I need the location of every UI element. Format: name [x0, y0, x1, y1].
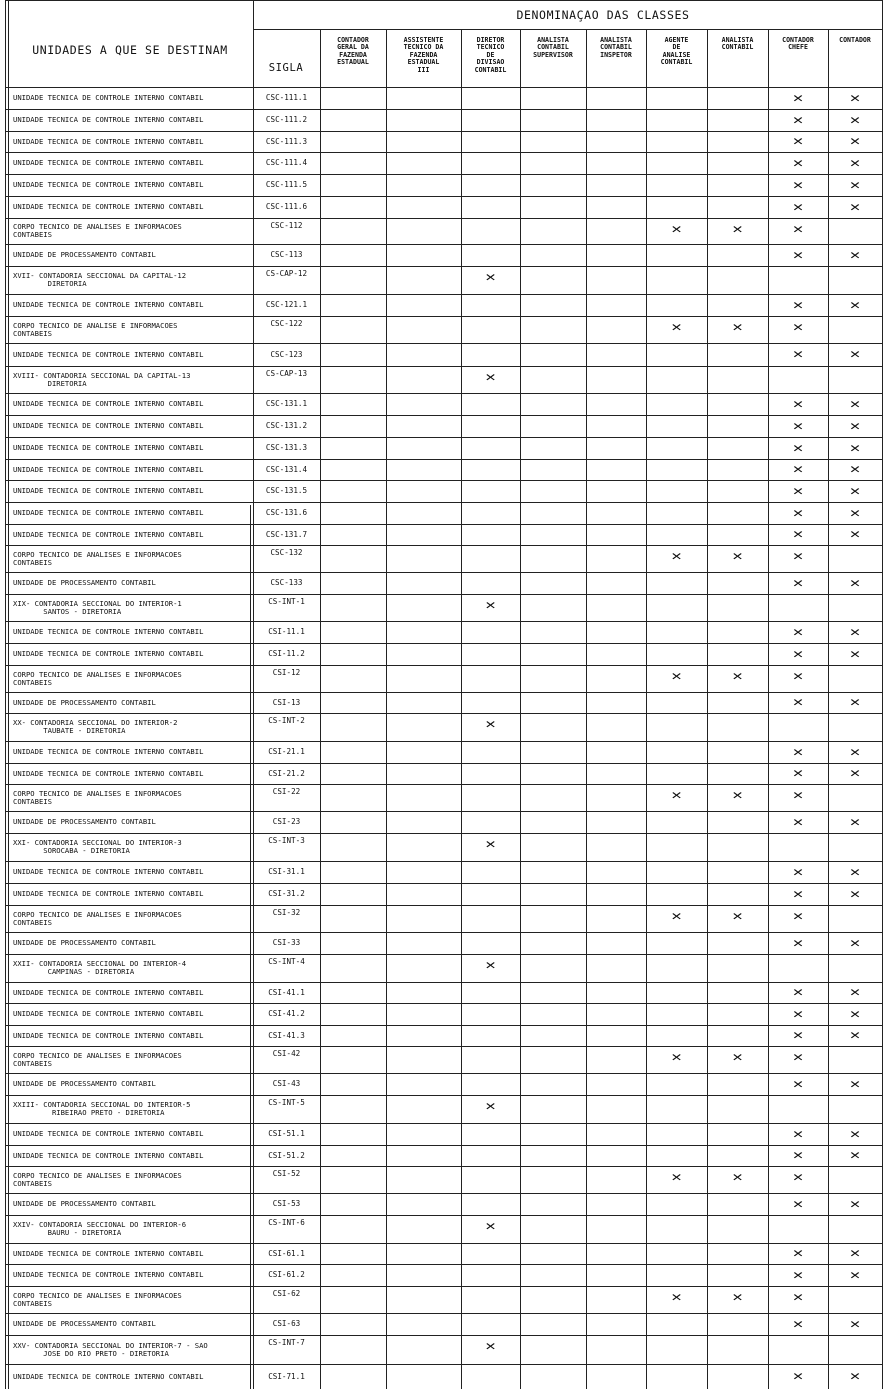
allocation-mark: ✕	[732, 788, 743, 803]
allocation-mark: ✕	[792, 1196, 804, 1212]
allocation-mark: ✕	[849, 624, 861, 640]
unit-name: UNIDADE TECNICA DE CONTROLE INTERNO CONTABIL	[13, 508, 204, 517]
row-line	[5, 1073, 882, 1074]
allocation-mark: ✕	[849, 1316, 861, 1332]
unit-name: CORPO TECNICO DE ANALISE E INFORMACOES CONTABEIS	[13, 320, 178, 338]
allocation-mark: ✕	[792, 935, 804, 951]
allocation-mark: ✕	[849, 483, 861, 499]
class-header: CONTADOR GERAL DA FAZENDA ESTADUAL	[337, 36, 369, 67]
allocation-mark: ✕	[849, 1196, 861, 1212]
sigla-code: CSI-53	[272, 1199, 301, 1208]
unit-name: UNIDADE DE PROCESSAMENTO CONTABIL	[13, 1319, 156, 1328]
units-header: UNIDADES A QUE SE DESTINAM	[32, 43, 228, 57]
allocation-mark: ✕	[792, 1369, 804, 1384]
allocation-mark: ✕	[792, 909, 804, 924]
allocation-mark: ✕	[485, 717, 496, 732]
sigla-code: CSC-111.5	[265, 180, 308, 189]
allocation-mark: ✕	[792, 222, 804, 237]
row-line	[5, 1095, 882, 1096]
allocation-mark: ✕	[849, 1076, 861, 1092]
unit-name: CORPO TECNICO DE ANALISES E INFORMACOES CONTABEIS	[13, 1170, 182, 1188]
allocation-mark: ✕	[485, 1219, 496, 1234]
col-line	[520, 29, 521, 1389]
allocation-mark: ✕	[792, 864, 804, 880]
row-line	[5, 1046, 882, 1047]
row-line	[5, 594, 882, 595]
row-line	[5, 1286, 882, 1287]
allocation-mark: ✕	[792, 527, 804, 542]
allocation-mark: ✕	[792, 396, 804, 412]
class-header: ASSISTENTE TECNICO DA FAZENDA ESTADUAL III	[403, 36, 444, 74]
allocation-mark: ✕	[671, 222, 682, 237]
unit-name: UNIDADE DE PROCESSAMENTO CONTABIL	[13, 817, 156, 826]
unit-name: UNIDADE DE PROCESSAMENTO CONTABIL	[13, 1199, 156, 1208]
sigla-code: CSI-33	[272, 938, 301, 947]
allocation-mark: ✕	[792, 155, 804, 171]
allocation-mark: ✕	[849, 396, 861, 412]
header-sub-line	[253, 29, 882, 30]
row-line	[5, 741, 882, 742]
row-line	[5, 480, 882, 481]
allocation-mark: ✕	[849, 935, 861, 951]
unit-name: XX- CONTADORIA SECCIONAL DO INTERIOR-2 TAUBATE - DIRETORIA	[13, 718, 178, 736]
row-line	[5, 1215, 882, 1216]
sigla-code: CSC-111.1	[265, 93, 308, 102]
unit-name: UNIDADE TECNICA DE CONTROLE INTERNO CONTABIL	[13, 115, 204, 124]
allocation-mark: ✕	[732, 1290, 743, 1305]
class-header: DIRETOR TECNICO DE DIVISAO CONTABIL	[474, 36, 507, 74]
sigla-code: CSC-131.3	[265, 443, 308, 452]
allocation-mark: ✕	[849, 1126, 861, 1142]
allocation-mark: ✕	[792, 1148, 804, 1163]
unit-name: UNIDADE TECNICA DE CONTROLE INTERNO CONTABIL	[13, 202, 204, 211]
row-line	[5, 244, 882, 245]
sigla-code: CSC-122	[270, 319, 303, 328]
sigla-code: CSC-131.4	[265, 464, 308, 474]
row-line	[5, 1243, 882, 1244]
unit-name: UNIDADE TECNICA DE CONTROLE INTERNO CONTABIL	[13, 93, 204, 102]
row-line	[5, 982, 882, 983]
unit-name: UNIDADE TECNICA DE CONTROLE INTERNO CONTABIL	[13, 1129, 204, 1138]
allocation-mark: ✕	[849, 1369, 861, 1384]
allocation-mark: ✕	[792, 814, 804, 830]
row-line	[5, 393, 882, 394]
allocation-mark: ✕	[485, 958, 496, 973]
sigla-code: CSI-71.1	[268, 1371, 305, 1381]
allocation-mark: ✕	[732, 549, 743, 564]
unit-name: CORPO TECNICO DE ANALISES E INFORMACOES CONTABEIS	[13, 788, 182, 806]
allocation-mark: ✕	[849, 134, 861, 149]
allocation-mark: ✕	[849, 985, 861, 1000]
sigla-code: CSC-131.6	[265, 508, 308, 517]
allocation-mark: ✕	[849, 575, 861, 591]
allocation-mark: ✕	[849, 1148, 861, 1163]
row-line	[5, 833, 882, 834]
unit-name: UNIDADE DE PROCESSAMENTO CONTABIL	[13, 250, 156, 259]
allocation-mark: ✕	[732, 222, 743, 237]
unit-name: UNIDADE TECNICA DE CONTROLE INTERNO CONTABIL	[13, 1371, 204, 1381]
unit-name: UNIDADE TECNICA DE CONTROLE INTERNO CONTABIL	[13, 158, 204, 167]
unit-name: XXII- CONTADORIA SECCIONAL DO INTERIOR-4 CAMPINAS - DIRETORIA	[13, 959, 187, 977]
row-line	[5, 692, 882, 693]
row-line	[5, 316, 882, 317]
sigla-code: CSI-31.1	[268, 867, 305, 876]
allocation-mark: ✕	[849, 744, 861, 760]
row-line	[5, 883, 882, 884]
allocation-mark: ✕	[485, 270, 496, 285]
row-line	[5, 784, 882, 785]
row-line	[5, 572, 882, 573]
allocation-mark: ✕	[849, 90, 861, 106]
allocation-mark: ✕	[792, 766, 804, 781]
sigla-code: CSC-111.6	[265, 202, 308, 211]
allocation-mark: ✕	[849, 1246, 861, 1261]
sigla-code: CS-INT-7	[268, 1338, 305, 1347]
row-line	[5, 502, 882, 503]
allocation-mark: ✕	[792, 347, 804, 362]
allocation-mark: ✕	[849, 766, 861, 781]
allocation-mark: ✕	[792, 134, 804, 149]
unit-name: UNIDADE TECNICA DE CONTROLE INTERNO CONTABIL	[13, 867, 204, 876]
sigla-code: CSC-111.4	[265, 158, 308, 167]
border-top	[5, 0, 882, 1]
allocation-mark: ✕	[485, 1099, 496, 1114]
unit-name: UNIDADE TECNICA DE CONTROLE INTERNO CONTABIL	[13, 529, 204, 539]
sigla-code: CSI-21.1	[268, 747, 305, 756]
allocation-mark: ✕	[732, 1170, 743, 1185]
row-line	[5, 713, 882, 714]
allocation-mark: ✕	[792, 1267, 804, 1283]
row-line	[5, 294, 882, 295]
sigla-code: CSI-21.2	[268, 768, 305, 778]
sigla-code: CS-INT-1	[268, 597, 305, 606]
allocation-mark: ✕	[792, 1028, 804, 1043]
allocation-mark: ✕	[792, 1006, 804, 1022]
unit-name: XXI- CONTADORIA SECCIONAL DO INTERIOR-3 SOROCABA - DIRETORIA	[13, 838, 182, 856]
unit-name: UNIDADE TECNICA DE CONTROLE INTERNO CONTABIL	[13, 1270, 204, 1279]
row-line	[5, 905, 882, 906]
allocation-mark: ✕	[849, 646, 861, 662]
row-line	[5, 266, 882, 267]
allocation-mark: ✕	[732, 909, 743, 924]
sigla-code: CSI-61.2	[268, 1270, 305, 1279]
sigla-code: CSC-131.5	[265, 486, 308, 495]
allocation-mark: ✕	[671, 669, 682, 684]
allocation-mark: ✕	[732, 1050, 743, 1065]
unit-name: CORPO TECNICO DE ANALISES E INFORMACOES CONTABEIS	[13, 1050, 182, 1068]
allocation-mark: ✕	[485, 837, 496, 852]
unit-name: UNIDADE DE PROCESSAMENTO CONTABIL	[13, 578, 156, 587]
sigla-code: CSI-62	[272, 1289, 301, 1298]
sigla-code: CSI-31.2	[268, 889, 305, 898]
sigla-code: CSC-111.3	[265, 136, 308, 146]
sigla-code: CSI-12	[272, 668, 301, 677]
class-header: CONTADOR	[839, 36, 871, 44]
unit-name: UNIDADE TECNICA DE CONTROLE INTERNO CONTABIL	[13, 1009, 204, 1018]
unit-name: UNIDADE TECNICA DE CONTROLE INTERNO CONTABIL	[13, 180, 204, 189]
row-line	[5, 811, 882, 812]
sigla-code: CSI-51.2	[268, 1150, 305, 1160]
header-bottom-line	[5, 87, 882, 88]
sigla-code: CSI-11.1	[268, 627, 305, 636]
row-line	[5, 1364, 882, 1365]
allocation-mark: ✕	[849, 347, 861, 362]
unit-name: UNIDADE TECNICA DE CONTROLE INTERNO CONTABIL	[13, 464, 204, 474]
unit-name: XXIII- CONTADORIA SECCIONAL DO INTERIOR-5 RIBEIRAO PRETO - DIRETORIA	[13, 1100, 191, 1118]
allocation-mark: ✕	[849, 247, 861, 263]
row-line	[5, 545, 882, 546]
allocation-mark: ✕	[849, 695, 861, 710]
allocation-mark: ✕	[792, 320, 804, 335]
row-line	[5, 1335, 882, 1336]
allocation-mark: ✕	[792, 886, 804, 902]
sigla-code: CSI-52	[272, 1169, 301, 1178]
allocation-mark: ✕	[485, 370, 496, 385]
allocation-mark: ✕	[792, 112, 804, 128]
sigla-code: CSC-121.1	[265, 300, 308, 309]
unit-name: UNIDADE TECNICA DE CONTROLE INTERNO CONTABIL	[13, 421, 204, 430]
unit-name: UNIDADE TECNICA DE CONTROLE INTERNO CONTABIL	[13, 1030, 204, 1040]
sigla-code: CSI-41.3	[268, 1030, 305, 1040]
allocation-mark: ✕	[671, 549, 682, 564]
sigla-code: CSC-131.1	[265, 399, 308, 408]
class-header: ANALISTA CONTABIL	[721, 36, 754, 52]
row-line	[5, 109, 882, 110]
allocation-mark: ✕	[732, 669, 743, 684]
unit-name: UNIDADE TECNICA DE CONTROLE INTERNO CONTABIL	[13, 486, 204, 495]
allocation-mark: ✕	[732, 320, 743, 335]
unit-name: UNIDADE TECNICA DE CONTROLE INTERNO CONTABIL	[13, 627, 204, 636]
sigla-code: CS-CAP-13	[265, 369, 308, 378]
sigla-code: CSC-131.7	[265, 529, 308, 539]
allocation-mark: ✕	[792, 462, 804, 477]
sigla-code: CSI-61.1	[268, 1248, 305, 1258]
row-line	[5, 152, 882, 153]
allocation-mark: ✕	[849, 864, 861, 880]
sigla-code: CS-CAP-12	[265, 269, 308, 278]
allocation-mark: ✕	[792, 788, 804, 803]
allocation-mark: ✕	[849, 1028, 861, 1043]
row-line	[5, 1166, 882, 1167]
row-line	[5, 763, 882, 764]
row-line	[5, 1003, 882, 1004]
sigla-code: CSI-41.1	[268, 987, 305, 997]
allocation-mark: ✕	[792, 646, 804, 662]
sigla-code: CSI-63	[272, 1319, 301, 1328]
sigla-code: CSI-51.1	[268, 1129, 305, 1138]
class-header: CONTADOR CHEFE	[782, 36, 814, 52]
allocation-mark: ✕	[849, 297, 861, 313]
sigla-code: CSC-123	[270, 349, 303, 359]
allocation-mark: ✕	[792, 624, 804, 640]
unit-name: UNIDADE TECNICA DE CONTROLE INTERNO CONTABIL	[13, 136, 204, 146]
sigla-code: CSI-43	[272, 1079, 301, 1088]
allocation-mark: ✕	[792, 744, 804, 760]
allocation-mark: ✕	[671, 1050, 682, 1065]
unit-name: UNIDADE TECNICA DE CONTROLE INTERNO CONTABIL	[13, 349, 204, 359]
row-line	[5, 524, 882, 525]
allocation-mark: ✕	[849, 199, 861, 215]
col-line	[461, 29, 462, 1389]
row-line	[5, 665, 882, 666]
allocation-mark: ✕	[792, 1126, 804, 1142]
col-line	[586, 29, 587, 1389]
sigla-code: CSC-113	[270, 250, 303, 259]
sigla-code: CS-INT-4	[268, 957, 305, 966]
allocation-mark: ✕	[671, 1170, 682, 1185]
allocation-mark: ✕	[849, 155, 861, 171]
row-line	[5, 861, 882, 862]
sigla-code: CSC-131.2	[265, 421, 308, 430]
allocation-mark: ✕	[792, 695, 804, 710]
sigla-code: CS-INT-2	[268, 716, 305, 725]
sigla-code: CS-INT-6	[268, 1218, 305, 1227]
unit-name: UNIDADE DE PROCESSAMENTO CONTABIL	[13, 697, 156, 707]
unit-name: XXV- CONTADORIA SECCIONAL DO INTERIOR-7 - SAO JOSE DO RIO PRETO - DIRETORIA	[13, 1340, 208, 1358]
row-line	[5, 1264, 882, 1265]
row-line	[5, 1193, 882, 1194]
sigla-code: CSI-22	[272, 787, 301, 796]
allocation-mark: ✕	[792, 1246, 804, 1261]
row-line	[5, 1123, 882, 1124]
unit-name: UNIDADE TECNICA DE CONTROLE INTERNO CONTABIL	[13, 399, 204, 408]
unit-name: UNIDADE DE PROCESSAMENTO CONTABIL	[13, 1079, 156, 1088]
allocation-mark: ✕	[485, 1339, 496, 1354]
row-line	[5, 954, 882, 955]
sigla-code: CSI-42	[272, 1049, 301, 1058]
sigla-code: CSI-32	[272, 908, 301, 917]
allocation-mark: ✕	[792, 1290, 804, 1305]
row-line	[5, 621, 882, 622]
allocation-mark: ✕	[792, 1050, 804, 1065]
unit-name: UNIDADE TECNICA DE CONTROLE INTERNO CONTABIL	[13, 1248, 204, 1258]
unit-name: CORPO TECNICO DE ANALISES E INFORMACOES CONTABEIS	[13, 222, 182, 240]
class-header: ANALISTA CONTABIL SUPERVISOR	[533, 36, 573, 59]
allocation-mark: ✕	[792, 247, 804, 263]
allocation-mark: ✕	[792, 440, 804, 456]
unit-name: XVIII- CONTADORIA SECCIONAL DA CAPITAL-13 DIRETORIA	[13, 370, 191, 388]
row-line	[5, 643, 882, 644]
allocation-mark: ✕	[849, 112, 861, 128]
row-line	[5, 1025, 882, 1026]
allocation-mark: ✕	[792, 1170, 804, 1185]
unit-name: UNIDADE TECNICA DE CONTROLE INTERNO CONTABIL	[13, 300, 204, 309]
unit-name: UNIDADE DE PROCESSAMENTO CONTABIL	[13, 938, 156, 947]
unit-name: UNIDADE TECNICA DE CONTROLE INTERNO CONTABIL	[13, 889, 204, 898]
allocation-mark: ✕	[671, 788, 682, 803]
allocation-mark: ✕	[792, 483, 804, 499]
unit-name: UNIDADE TECNICA DE CONTROLE INTERNO CONTABIL	[13, 747, 204, 756]
allocation-mark: ✕	[792, 90, 804, 106]
classes-header: DENOMINAÇAO DAS CLASSES	[516, 8, 690, 22]
unit-name: XXIV- CONTADORIA SECCIONAL DO INTERIOR-6 BAURU - DIRETORIA	[13, 1220, 187, 1238]
class-header: ANALISTA CONTABIL INSPETOR	[600, 36, 632, 59]
allocation-mark: ✕	[792, 1316, 804, 1332]
allocation-mark: ✕	[849, 814, 861, 830]
unit-name: UNIDADE TECNICA DE CONTROLE INTERNO CONTABIL	[13, 768, 204, 778]
unit-name: CORPO TECNICO DE ANALISES E INFORMACOES CONTABEIS	[13, 669, 182, 687]
row-line	[5, 415, 882, 416]
row-line	[5, 1145, 882, 1146]
allocation-mark: ✕	[849, 1006, 861, 1022]
unit-name: CORPO TECNICO DE ANALISES E INFORMACOES CONTABEIS	[13, 549, 182, 567]
allocation-mark: ✕	[792, 505, 804, 521]
unit-name: UNIDADE TECNICA DE CONTROLE INTERNO CONTABIL	[13, 649, 204, 658]
sigla-code: CS-INT-5	[268, 1098, 305, 1107]
allocation-mark: ✕	[849, 1267, 861, 1283]
col-line	[386, 29, 387, 1389]
row-line	[5, 459, 882, 460]
allocation-mark: ✕	[849, 505, 861, 521]
unit-name: UNIDADE TECNICA DE CONTROLE INTERNO CONTABIL	[13, 987, 204, 997]
allocation-mark: ✕	[485, 598, 496, 613]
allocation-mark: ✕	[671, 909, 682, 924]
allocation-mark: ✕	[792, 177, 804, 193]
sigla-code: CSC-111.2	[265, 115, 308, 124]
allocation-mark: ✕	[792, 549, 804, 564]
unit-name: CORPO TECNICO DE ANALISES E INFORMACOES CONTABEIS	[13, 1290, 182, 1308]
row-line	[5, 1313, 882, 1314]
allocation-mark: ✕	[792, 575, 804, 591]
class-header: AGENTE DE ANALISE CONTABIL	[660, 36, 693, 67]
sigla-code: CSC-112	[270, 221, 303, 230]
allocation-mark: ✕	[849, 527, 861, 542]
allocation-mark: ✕	[792, 297, 804, 313]
unit-name: XVII- CONTADORIA SECCIONAL DA CAPITAL-12 DIRETORIA	[13, 271, 187, 289]
sigla-code: CS-INT-3	[268, 836, 305, 845]
allocation-mark: ✕	[849, 462, 861, 477]
allocation-mark: ✕	[792, 418, 804, 434]
unit-name: XIX- CONTADORIA SECCIONAL DO INTERIOR-1 SANTOS - DIRETORIA	[13, 598, 182, 616]
row-line	[5, 932, 882, 933]
unit-name: UNIDADE TECNICA DE CONTROLE INTERNO CONTABIL	[13, 1150, 204, 1160]
row-line	[5, 196, 882, 197]
allocation-mark: ✕	[671, 1290, 682, 1305]
allocation-mark: ✕	[792, 985, 804, 1000]
allocation-mark: ✕	[849, 886, 861, 902]
sigla-code: CSI-23	[272, 817, 301, 826]
row-line	[5, 437, 882, 438]
row-line	[5, 343, 882, 344]
sigla-code: CSC-133	[270, 578, 303, 587]
allocation-mark: ✕	[849, 440, 861, 456]
sigla-code: CSI-13	[272, 697, 301, 707]
allocation-mark: ✕	[849, 177, 861, 193]
row-line	[5, 366, 882, 367]
row-line	[5, 131, 882, 132]
sigla-header: SIGLA	[268, 62, 304, 74]
allocation-mark: ✕	[792, 199, 804, 215]
sigla-code: CSI-11.2	[268, 649, 305, 658]
allocation-mark: ✕	[849, 418, 861, 434]
sigla-code: CSI-41.2	[268, 1009, 305, 1018]
unit-name: CORPO TECNICO DE ANALISES E INFORMACOES CONTABEIS	[13, 909, 182, 927]
sigla-code: CSC-132	[270, 548, 303, 557]
allocation-mark: ✕	[792, 1076, 804, 1092]
col-line	[320, 29, 321, 1389]
allocation-mark: ✕	[792, 669, 804, 684]
row-line	[5, 218, 882, 219]
allocation-mark: ✕	[671, 320, 682, 335]
row-line	[5, 174, 882, 175]
unit-name: UNIDADE TECNICA DE CONTROLE INTERNO CONTABIL	[13, 443, 204, 452]
